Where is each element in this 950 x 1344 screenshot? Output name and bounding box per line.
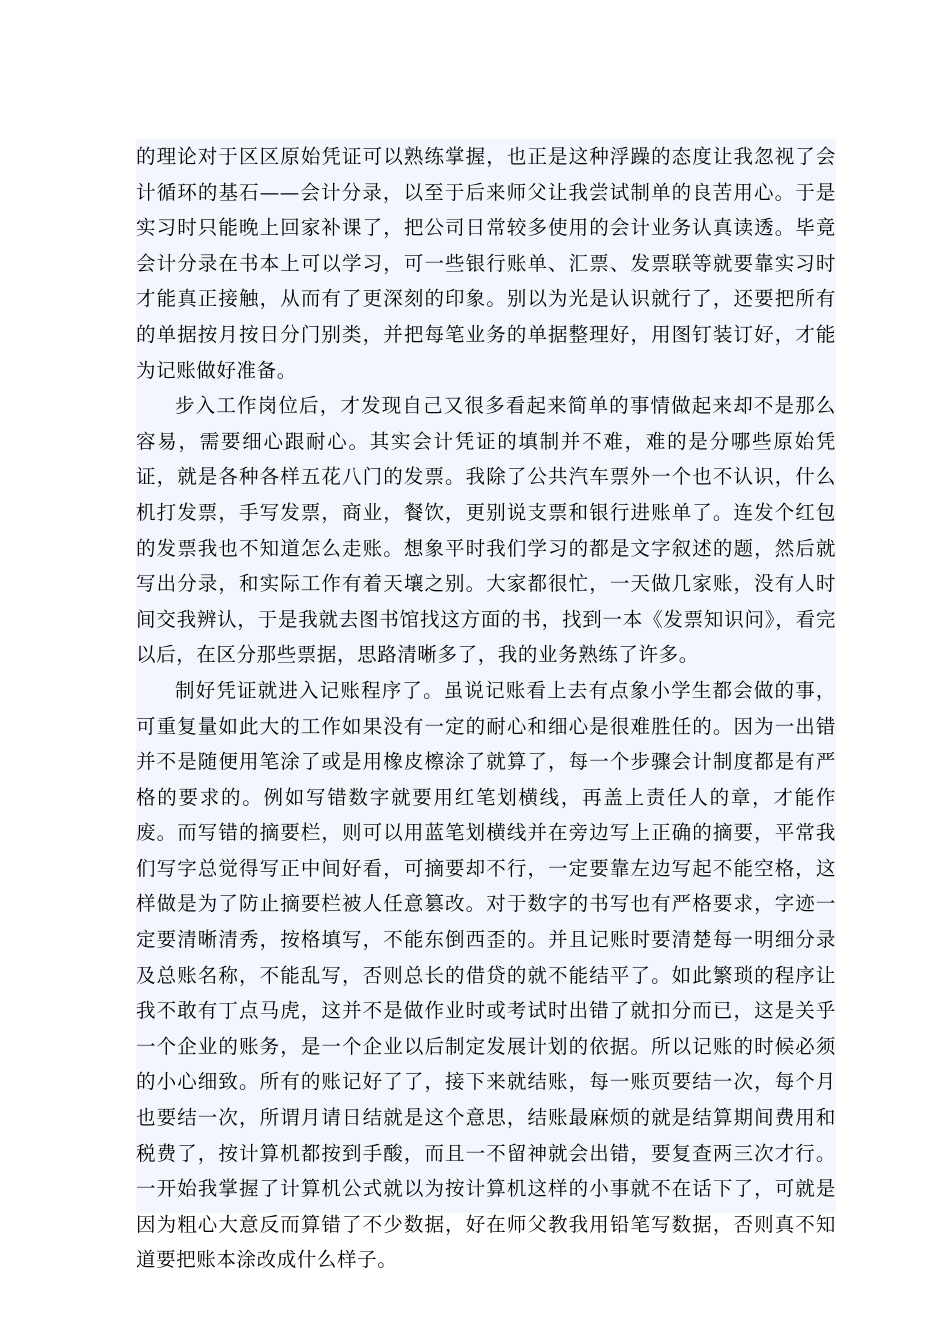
paragraph-3: 制好凭证就进入记账程序了。虽说记账看上去有点象小学生都会做的事，可重复量如此大的工作如果没有一定的耐心和细心是很难胜任的。因为一出错并不是随便用笔涂了或是用橡皮檫涂了就算了，每一个步骤会计制度都是有严格的要求的。例如写错数字就要用红笔划横线，再盖上责任人的章，才能作废。而写错的摘要栏，则可以用蓝笔划横线并在旁边写上正确的摘要，平常我们写字总觉得写正中间好看，可摘要却不行，一定要靠左边写起不能空格，这样做是为了防止摘要栏被人任意篡改。对于数字的书写也有严格要求，字迹一定要清晰清秀，按格填写，不能东倒西歪的。并且记账时要清楚每一明细分录及总账名称，不能乱写，否则总长的借贷的就不能结平了。如此繁琐的程序让我不敢有丁点马虎，这并不是做作业时或考试时出错了就扣分而已，这是关乎一个企业的账务，是一个企业以后制定发展计划的依据。所以记账的时候必须的小心细致。所有的账记好了了，接下来就结账，每一账页要结一次，每个月也要结一次，所谓月请日结就是这个意思，结账最麻烦的就是结算期间费用和税费了，按计算机都按到手酸，而且一不留神就会出错，要复查两三次才行。一开始我掌握了计算机公式就以为按计算机这样的小事就不在话下了，可就是因为粗心大意反而算错了不少数据，好在师父教我用铅笔写数据，否则真不知道要把账本涂改成什么样子。 <box>136 678 836 1272</box>
paragraph-2: 步入工作岗位后，才发现自己又很多看起来简单的事情做起来却不是那么容易，需要细心跟耐心。其实会计凭证的填制并不难，难的是分哪些原始凭证，就是各种各样五花八门的发票。我除了公共汽车票外一个也不认识，什么机打发票，手写发票，商业，餐饮，更别说支票和银行进账单了。连发个红包的发票我也不知道怎么走账。想象平时我们学习的都是文字叙述的题，然后就写出分录，和实际工作有着天壤之别。大家都很忙，一天做几家账，没有人时间交我辨认，于是我就去图书馆找这方面的书，找到一本《发票知识问》，看完以后，在区分那些票据，思路清晰多了，我的业务熟练了许多。 <box>136 394 836 667</box>
body-text-block <box>136 139 836 1272</box>
paragraph-1: 的理论对于区区原始凭证可以熟练掌握，也正是这种浮躁的态度让我忽视了会计循环的基石——会计分录，以至于后来师父让我尝试制单的良苦用心。于是实习时只能晚上回家补课了，把公司日常较多使用的会计业务认真读透。毕竟会计分录在书本上可以学习，可一些银行账单、汇票、发票联等就要靠实习时才能真正接触，从而有了更深刻的印象。别以为光是认识就行了，还要把所有的单据按月按日分门别类，并把每笔业务的单据整理好，用图钉装订好，才能为记账做好准备。 <box>136 145 836 382</box>
